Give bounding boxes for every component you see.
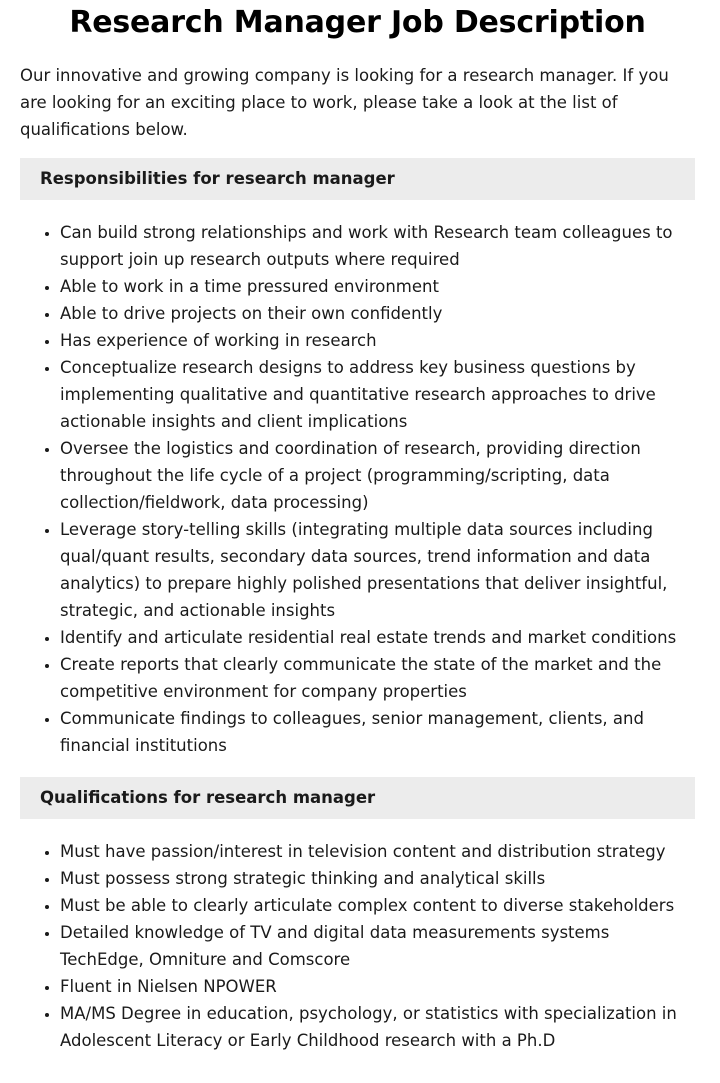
list-item: • Able to work in a time pressured environment bbox=[60, 273, 695, 300]
intro-paragraph: Our innovative and growing company is looking for a research manager. If you are looking for an exciting place to work, please take a look at the list of qualifications below. bbox=[20, 66, 669, 139]
list-item: • Identify and articulate residential real estate trends and market conditions bbox=[60, 624, 695, 651]
list-item: • Create reports that clearly communicate the state of the market and the competitive environment for company properties bbox=[60, 651, 695, 705]
list-item: • Must have passion/interest in television content and distribution strategy bbox=[60, 838, 695, 865]
list-item: • Oversee the logistics and coordination of research, providing direction throughout the life cycle of a project (programming/scripting, data collection/fieldwork, data processing) bbox=[60, 435, 695, 516]
list-item: • Conceptualize research designs to address key business questions by implementing qualitative and quantitative research approaches to drive actionable insights and client implications bbox=[60, 354, 695, 435]
list-item: • Fluent in Nielsen NPOWER bbox=[60, 973, 695, 1000]
list-item: • Detailed knowledge of TV and digital data measurements systems TechEdge, Omniture and Comscore bbox=[60, 919, 695, 973]
list-item: • Communicate findings to colleagues, senior management, clients, and financial institutions bbox=[60, 705, 695, 759]
list-item: • Has experience of working in research bbox=[60, 327, 695, 354]
list-item: • Can build strong relationships and work with Research team colleagues to support join up research outputs where required bbox=[60, 219, 695, 273]
responsibilities-heading: Responsibilities for research manager bbox=[20, 158, 695, 200]
responsibilities-list bbox=[20, 219, 695, 759]
qualifications-list bbox=[20, 838, 695, 1054]
list-item: • MA/MS Degree in education, psychology, or statistics with specialization in Adolescent Literacy or Early Childhood research with a Ph.D bbox=[60, 1000, 695, 1054]
list-item: • Must possess strong strategic thinking and analytical skills bbox=[60, 865, 695, 892]
page-title: Research Manager Job Description bbox=[69, 5, 646, 40]
qualifications-heading: Qualifications for research manager bbox=[20, 777, 695, 819]
list-item: • Must be able to clearly articulate complex content to diverse stakeholders bbox=[60, 892, 695, 919]
list-item: • Leverage story-telling skills (integrating multiple data sources including qual/quant results, secondary data sources, trend information and data analytics) to prepare highly polished presentations that deliver insightful, strategic, and actionable insights bbox=[60, 516, 695, 624]
list-item: • Able to drive projects on their own confidently bbox=[60, 300, 695, 327]
